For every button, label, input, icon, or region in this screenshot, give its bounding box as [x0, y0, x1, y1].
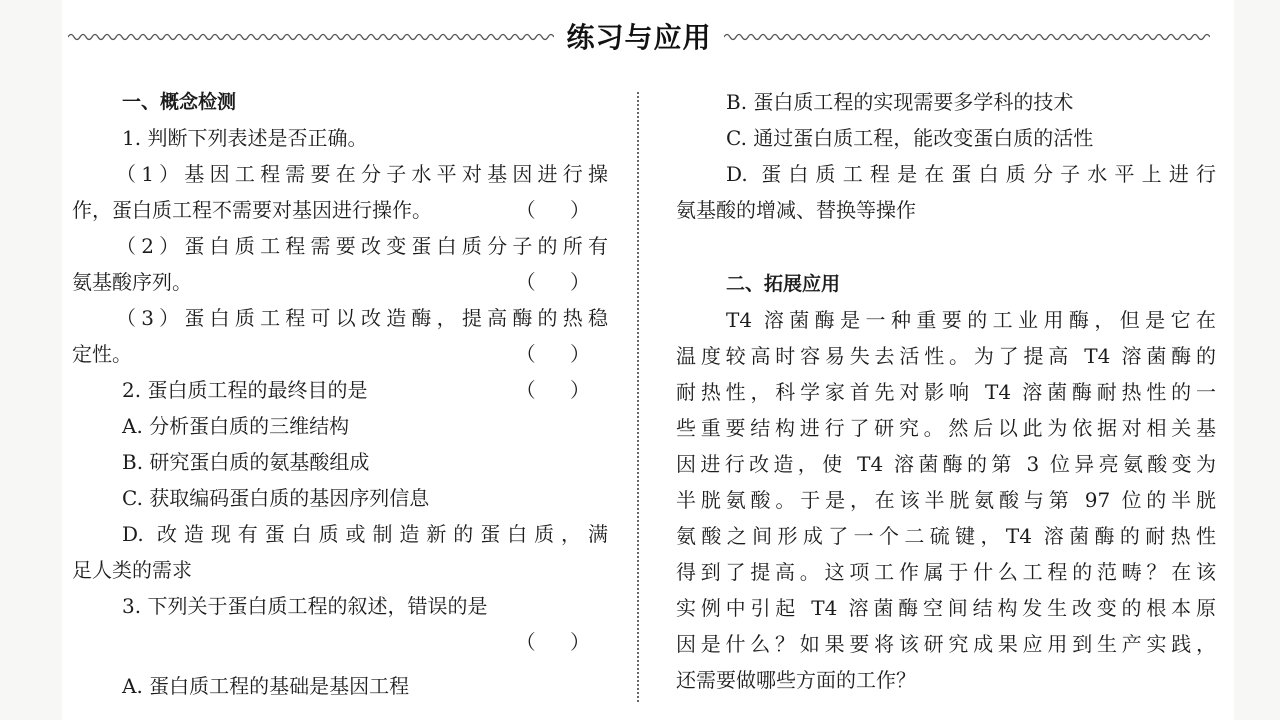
answer-blank[interactable]: （ ） — [515, 342, 604, 366]
passage-line: 耐热性，科学家首先对影响 T4 溶菌酶耐热性的一 — [676, 380, 1216, 404]
wavy-rule-right — [724, 30, 1210, 44]
passage-line: 氨酸之间形成了一个二硫键，T4 溶菌酶的耐热性 — [676, 524, 1216, 548]
page-header — [68, 16, 1210, 60]
passage-line: 得到了提高。这项工作属于什么工程的范畴？在该 — [676, 560, 1216, 584]
question-2-stem: 2. 蛋白质工程的最终目的是 （ ） — [72, 372, 608, 408]
question-3-option-a: A. 蛋白质工程的基础是基因工程 — [122, 674, 410, 698]
question-2-option-a: A. 分析蛋白质的三维结构 — [122, 414, 350, 438]
question-2-option-c: C. 获取编码蛋白质的基因序列信息 — [122, 486, 430, 510]
question-3-option-d-line-1: D. 蛋白质工程是在蛋白质分子水平上进行 — [726, 162, 1216, 186]
answer-blank[interactable]: （ ） — [515, 270, 604, 294]
passage-line: 些重要结构进行了研究。然后以此为依据对相关基 — [676, 416, 1216, 440]
question-1-stem: 1. 判断下列表述是否正确。 — [122, 126, 368, 150]
answer-blank[interactable]: （ ） — [515, 198, 604, 222]
passage-line: 实例中引起 T4 溶菌酶空间结构发生改变的根本原 — [676, 596, 1216, 620]
question-1-item-1-line-1: （1）基因工程需要在分子水平对基因进行操 — [116, 162, 608, 186]
question-1-item-2-line-2: 氨基酸序列。 （ ） — [72, 264, 608, 300]
wavy-rule-left — [68, 30, 554, 44]
section-heading-extended-application: 二、拓展应用 — [726, 273, 841, 295]
page-title: 练习与应用 — [566, 21, 712, 54]
passage-line: T4 溶菌酶是一种重要的工业用酶，但是它在 — [726, 308, 1216, 332]
passage-line: 因进行改造，使 T4 溶菌酶的第 3 位异亮氨酸变为 — [676, 452, 1216, 476]
passage-line: 还需要做哪些方面的工作？ — [676, 668, 916, 692]
question-3-option-b: B. 蛋白质工程的实现需要多学科的技术 — [726, 90, 1074, 114]
answer-blank[interactable]: （ ） — [515, 378, 604, 402]
section-heading-concept-check: 一、概念检测 — [122, 91, 237, 113]
question-1-item-3-line-1: （3）蛋白质工程可以改造酶，提高酶的热稳 — [116, 306, 608, 330]
question-1-item-1-line-2: 作，蛋白质工程不需要对基因进行操作。 （ ） — [72, 192, 608, 228]
question-3-option-c: C. 通过蛋白质工程，能改变蛋白质的活性 — [726, 126, 1094, 150]
question-3-stem: 3. 下列关于蛋白质工程的叙述，错误的是 — [122, 594, 488, 618]
question-2-option-b: B. 研究蛋白质的氨基酸组成 — [122, 450, 370, 474]
question-1-item-3-line-2: 定性。 （ ） — [72, 336, 608, 372]
question-2-option-d-line-1: D. 改造现有蛋白质或制造新的蛋白质，满 — [122, 522, 608, 546]
question-2-option-d-line-2: 足人类的需求 — [72, 558, 192, 582]
passage-line: 因是什么？如果要将该研究成果应用到生产实践， — [676, 632, 1216, 656]
question-3-option-d-line-2: 氨基酸的增减、替换等操作 — [676, 198, 916, 222]
answer-blank[interactable]: （ ） — [515, 630, 604, 654]
question-3-blank-line — [72, 624, 608, 660]
passage-line: 半胱氨酸。于是，在该半胱氨酸与第 97 位的半胱 — [676, 488, 1216, 512]
passage-line: 温度较高时容易失去活性。为了提高 T4 溶菌酶的 — [676, 344, 1216, 368]
column-divider — [637, 92, 639, 702]
question-1-item-2-line-1: （2）蛋白质工程需要改变蛋白质分子的所有 — [116, 234, 608, 258]
